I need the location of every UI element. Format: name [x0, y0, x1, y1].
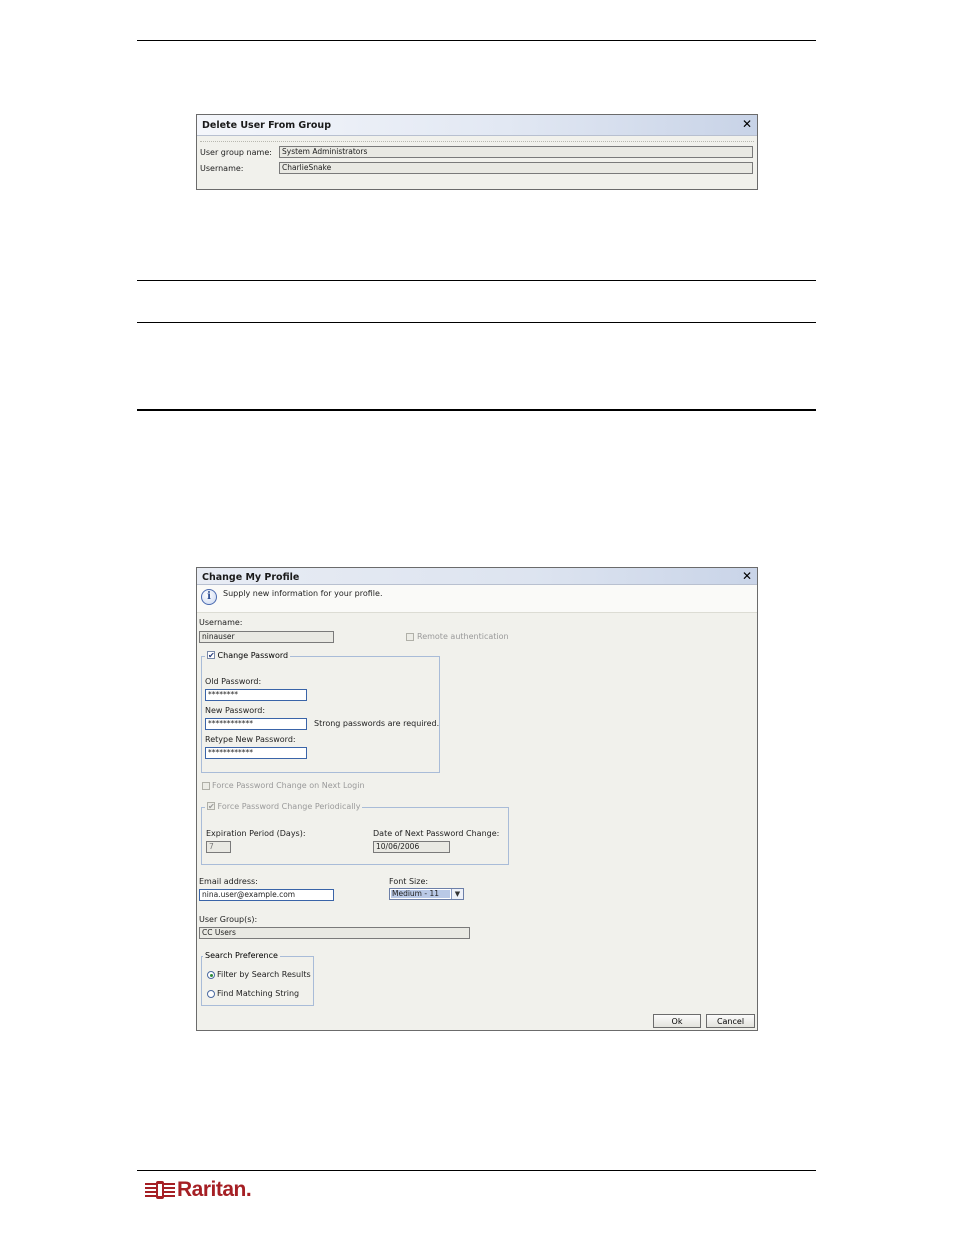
force-periodic-checkbox[interactable]: ✔ — [208, 801, 215, 811]
dialog-title: Change My Profile — [202, 572, 300, 583]
raritan-wordmark: Raritan. — [177, 1178, 252, 1201]
filter-results-label: Filter by Search Results — [217, 970, 311, 979]
username-field: ninauser — [199, 631, 334, 643]
email-input[interactable]: nina.user@example.com — [199, 889, 334, 901]
force-periodic-label: Force Password Change Periodically — [217, 802, 361, 811]
force-next-login-checkbox[interactable] — [202, 782, 210, 790]
force-periodic-legend — [205, 802, 362, 811]
user-groups-field: CC Users — [199, 927, 470, 939]
delete-user-dialog — [196, 114, 758, 190]
change-password-label: Change Password — [217, 651, 289, 660]
new-password-input[interactable]: ************ — [205, 718, 307, 730]
filter-results-radio[interactable] — [207, 971, 215, 979]
search-preference-legend: Search Preference — [205, 951, 278, 960]
next-change-date-label: Date of Next Password Change: — [373, 829, 500, 838]
force-periodic-group — [201, 801, 509, 865]
info-text: Supply new information for your profile. — [223, 589, 383, 598]
info-banner — [197, 585, 757, 613]
search-preference-group — [201, 951, 314, 1006]
footer-rule — [137, 1170, 816, 1171]
remote-authentication-checkbox[interactable] — [406, 633, 414, 641]
change-password-checkbox[interactable]: ✔ — [208, 650, 215, 660]
change-password-legend — [205, 651, 290, 660]
change-password-group — [201, 650, 440, 773]
header-rule — [137, 40, 816, 41]
force-next-login-label: Force Password Change on Next Login — [212, 781, 365, 790]
divider-rule — [137, 280, 816, 281]
old-password-label: Old Password: — [205, 677, 262, 686]
ok-button[interactable]: Ok — [653, 1014, 701, 1028]
remote-authentication-label: Remote authentication — [417, 632, 509, 641]
divider-rule-thick — [137, 409, 816, 411]
dialog-title-bar — [197, 115, 757, 136]
old-password-input[interactable]: ******** — [205, 689, 307, 701]
close-icon[interactable]: ✕ — [741, 117, 752, 131]
username-label: Username: — [200, 164, 244, 173]
raritan-logo-mark — [145, 1180, 175, 1200]
username-label: Username: — [199, 618, 243, 627]
expiration-period-field: 7 — [206, 841, 231, 853]
new-password-label: New Password: — [205, 706, 266, 715]
dotted-separator — [200, 141, 754, 142]
next-change-date-field: 10/06/2006 — [373, 841, 450, 853]
font-size-value: Medium - 11 — [391, 890, 450, 898]
email-label: Email address: — [199, 877, 258, 886]
cancel-button[interactable]: Cancel — [706, 1014, 755, 1028]
user-group-name-label: User group name: — [200, 148, 272, 157]
retype-password-input[interactable]: ************ — [205, 747, 307, 759]
dialog-title: Delete User From Group — [202, 120, 331, 131]
user-group-name-field: System Administrators — [279, 146, 753, 158]
find-matching-radio[interactable] — [207, 990, 215, 998]
retype-password-label: Retype New Password: — [205, 735, 296, 744]
username-field: CharlieSnake — [279, 162, 753, 174]
chevron-down-icon[interactable]: ▼ — [451, 889, 463, 899]
dialog-title-bar — [197, 568, 757, 585]
user-groups-label: User Group(s): — [199, 915, 258, 924]
change-profile-dialog — [196, 567, 758, 1031]
divider-rule — [137, 322, 816, 323]
info-icon: i — [201, 589, 217, 605]
expiration-period-label: Expiration Period (Days): — [206, 829, 306, 838]
strong-password-note: Strong passwords are required. — [314, 719, 440, 728]
font-size-label: Font Size: — [389, 877, 429, 886]
close-icon[interactable]: ✕ — [741, 569, 752, 583]
find-matching-label: Find Matching String — [217, 989, 300, 998]
font-size-select[interactable] — [389, 888, 464, 900]
